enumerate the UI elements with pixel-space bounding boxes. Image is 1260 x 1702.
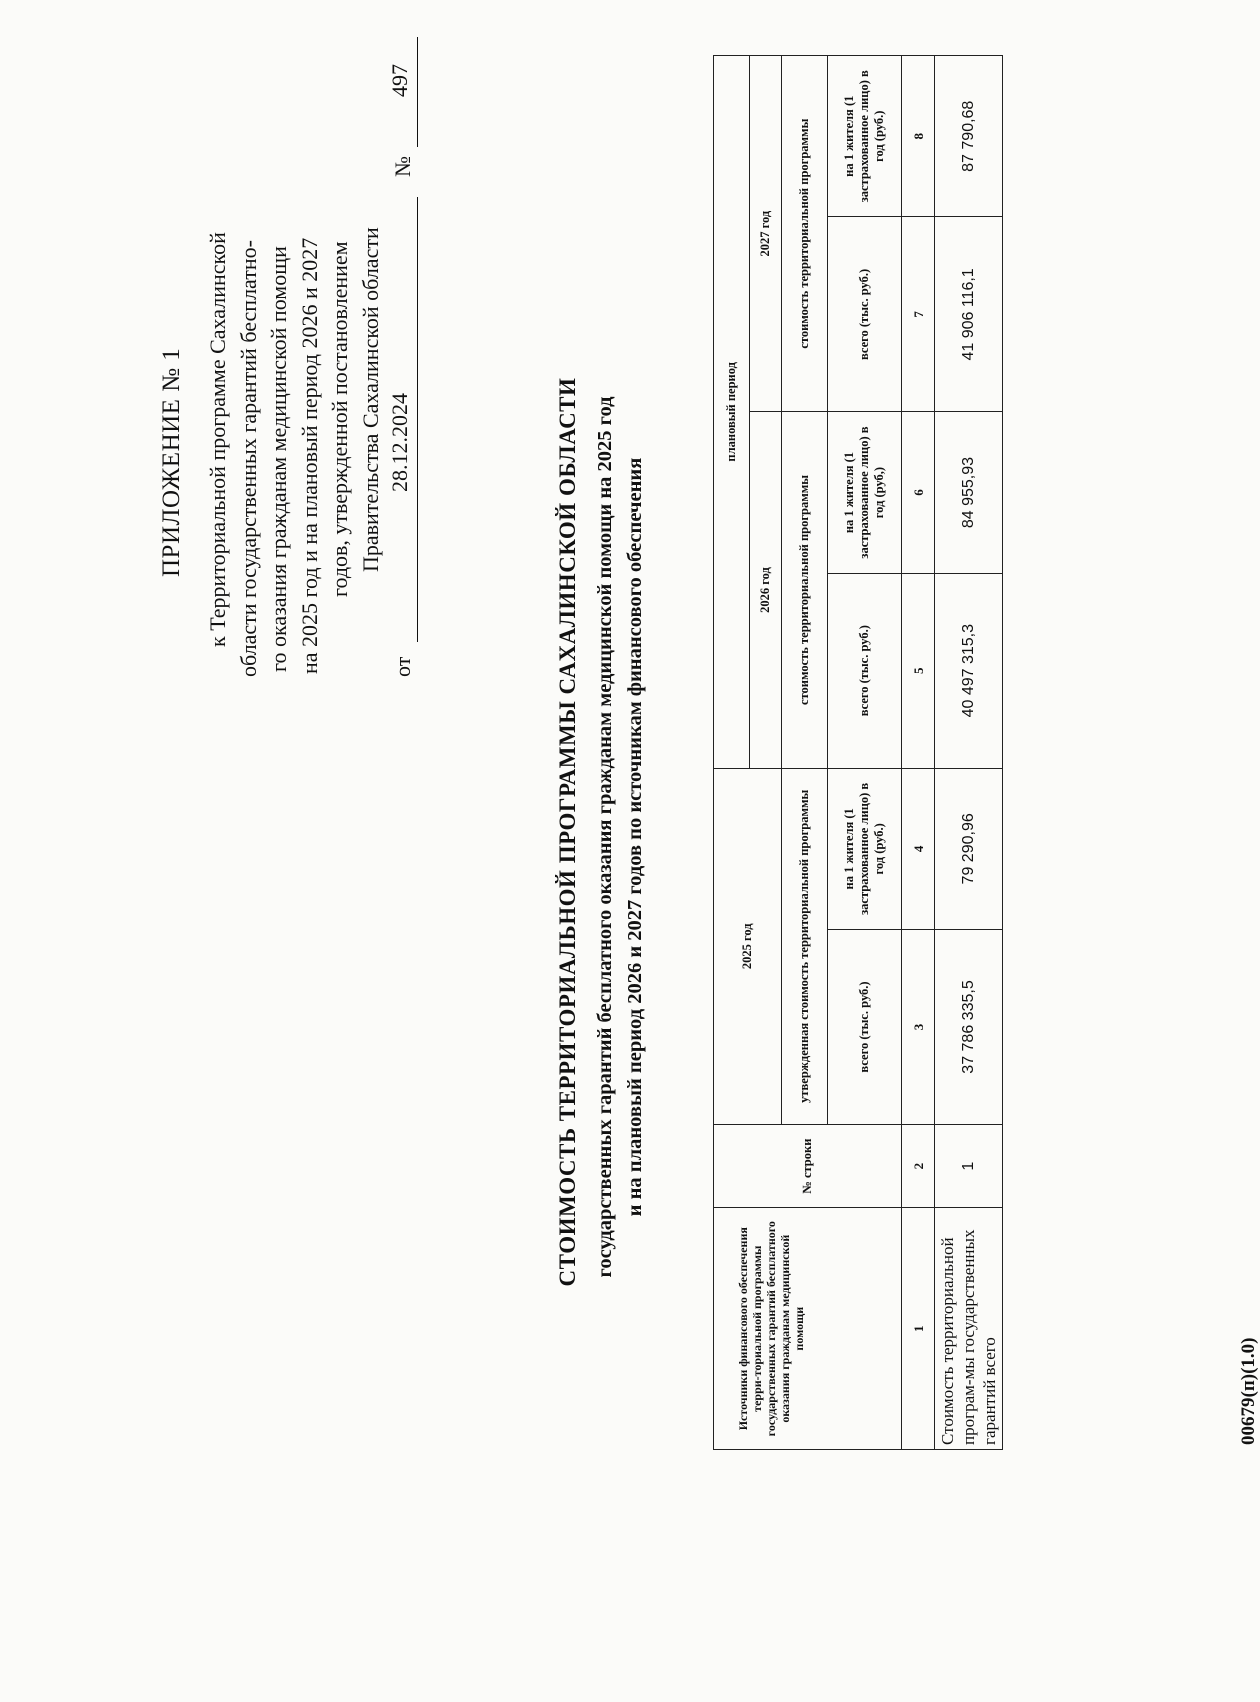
column-number: 6 — [902, 412, 935, 573]
value-per-resident-2025: 79 290,96 — [935, 768, 1003, 929]
document-subtitle — [590, 112, 650, 1562]
decree-number: 497 — [386, 64, 412, 97]
cost-table — [713, 55, 1003, 1450]
signature-row — [386, 64, 418, 677]
value-per-resident-2026: 84 955,93 — [935, 412, 1003, 573]
row-number: 1 — [935, 1124, 1003, 1208]
column-number: 4 — [902, 768, 935, 929]
header-row-no: № строки — [714, 1124, 902, 1208]
table-row — [935, 56, 1003, 1450]
header-year-2027: 2027 год — [750, 56, 782, 412]
appendix-line: на 2025 год и на плановый период 2026 и 2027 — [296, 237, 322, 674]
value-per-resident-2027: 87 790,68 — [935, 56, 1003, 217]
document-code: 00679(п)(1.0) — [1238, 1337, 1259, 1445]
header-year-2025: 2025 год — [714, 768, 782, 1124]
header-year-2026: 2026 год — [750, 412, 782, 768]
from-label: от — [389, 656, 415, 677]
column-number: 1 — [902, 1208, 935, 1450]
appendix-block — [203, 64, 418, 677]
appendix-line: Правительства Сахалинской области — [357, 227, 383, 572]
value-total-2027: 41 906 116,1 — [935, 217, 1003, 412]
column-number: 3 — [902, 930, 935, 1125]
value-total-2026: 40 497 315,3 — [935, 573, 1003, 768]
subtitle-line: государственных гарантий бесплатного оказания гражданам медицинской помощи на 2025 год — [594, 396, 616, 1278]
header-program-cost-2026: стоимость территориальной программы — [782, 412, 828, 768]
header-total-2027: всего (тыс. руб.) — [828, 217, 902, 412]
row-name: Стоимость территориальной програм-мы государственных гарантий всего — [935, 1208, 1003, 1450]
appendix-line: го оказания гражданам медицинской помощи — [266, 246, 291, 672]
appendix-line: к Территориальной программе Сахалинской — [205, 232, 230, 647]
header-planned-period: плановый период — [714, 56, 750, 769]
header-per-resident-2027: на 1 жителя (1 застрахованное лицо) в год (руб.) — [828, 56, 902, 217]
document-title: СТОИМОСТЬ ТЕРРИТОРИАЛЬНОЙ ПРОГРАММЫ САХАЛИНСКОЙ ОБЛАСТИ — [555, 377, 580, 1287]
appendix-title: ПРИЛОЖЕНИЕ № 1 — [158, 347, 185, 577]
appendix-line: области государственных гарантий бесплатно- — [235, 240, 261, 677]
column-number: 5 — [902, 573, 935, 768]
column-number: 2 — [902, 1124, 935, 1208]
value-total-2025: 37 786 335,5 — [935, 930, 1003, 1125]
column-number-row — [902, 56, 935, 1450]
header-total-2025: всего (тыс. руб.) — [828, 930, 902, 1125]
subtitle-line: и на плановый период 2026 и 2027 годов по источникам финансового обеспечения — [624, 457, 646, 1217]
column-number: 7 — [902, 217, 935, 412]
header-program-cost-2027: стоимость территориальной программы — [782, 56, 828, 412]
header-approved-cost: утвержденная стоимость территориальной программы — [782, 768, 828, 1124]
decree-date: 28.12.2024 — [386, 393, 412, 492]
appendix-line: годов, утвержденной постановлением — [327, 241, 352, 597]
header-source: Источники финансового обеспечения терри-ториальной программы государственных гарантий бесплатного оказания гражданам медицинской помощи — [714, 1208, 902, 1450]
header-row — [714, 56, 750, 1450]
header-per-resident-2026: на 1 жителя (1 застрахованное лицо) в год (руб,) — [828, 412, 902, 573]
header-total-2026: всего (тыс. руб.) — [828, 573, 902, 768]
column-number: 8 — [902, 56, 935, 217]
header-per-resident-2025: на 1 жителя (1 застрахованное лицо) в год (руб.) — [828, 768, 902, 929]
number-label: № — [389, 156, 415, 177]
